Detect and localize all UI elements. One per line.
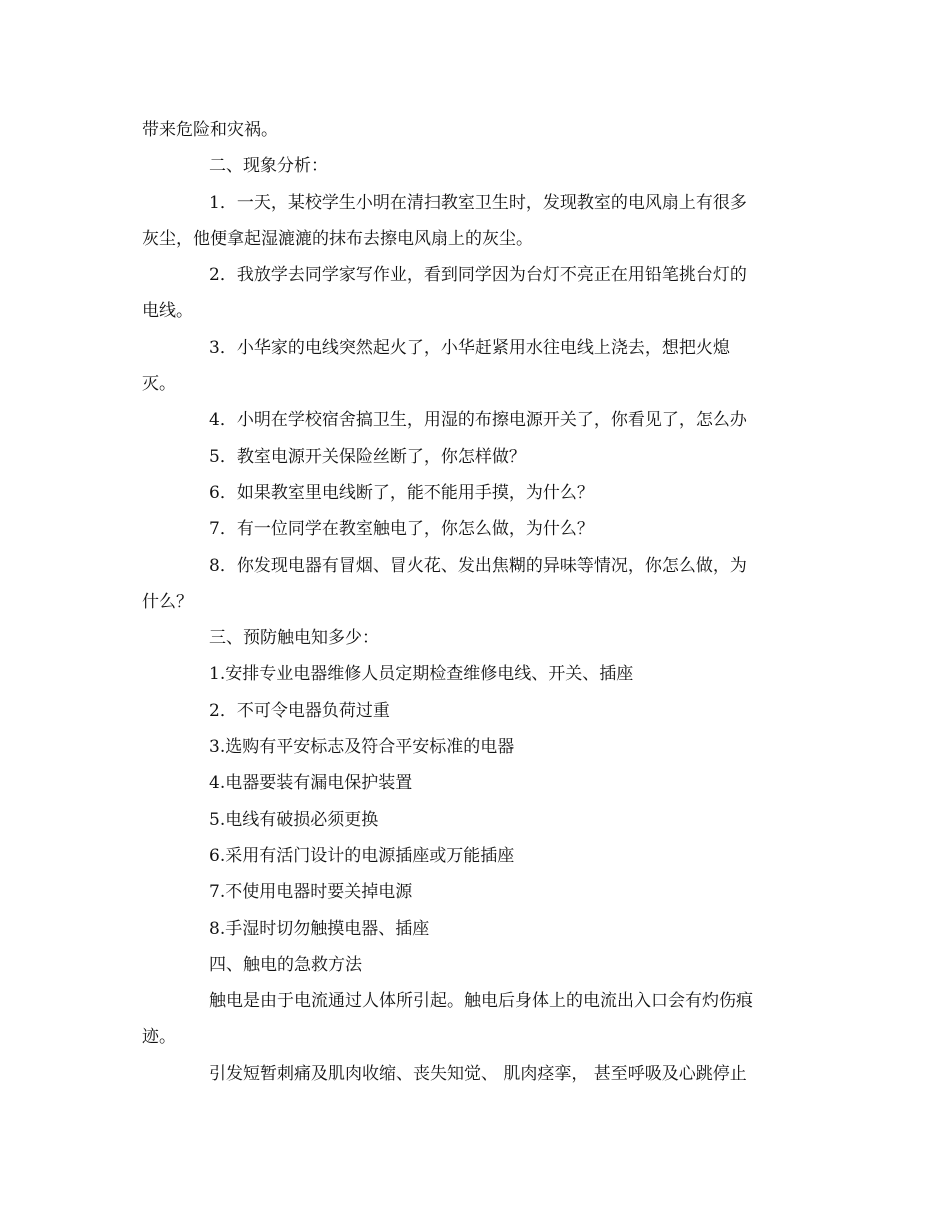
list-item: 6.采用有活门设计的电源插座或万能插座 bbox=[209, 845, 515, 866]
text-line: 带来危险和灾祸。 bbox=[142, 120, 278, 140]
list-item: 4.电器要装有漏电保护装置 bbox=[209, 773, 413, 794]
text-line: 5．教室电源开关保险丝断了，你怎样做？ bbox=[209, 446, 526, 467]
list-item: 5.电线有破损必须更换 bbox=[209, 809, 379, 830]
list-item: 2．不可令电器负荷过重 bbox=[209, 700, 390, 721]
text-line: 迹。 bbox=[142, 1027, 176, 1048]
text-line: 2．我放学去同学家写作业，看到同学因为台灯不亮正在用铅笔挑台灯的 bbox=[209, 265, 747, 286]
document-body bbox=[142, 112, 806, 1092]
text-line: 1．一天，某校学生小明在清扫教室卫生时，发现教室的电风扇上有很多 bbox=[209, 192, 747, 213]
text-line: 4．小明在学校宿舍搞卫生，用湿的布擦电源开关了，你看见了，怎么办 bbox=[209, 410, 747, 431]
list-item: 7.不使用电器时要关掉电源 bbox=[209, 882, 413, 903]
text-line: 引发短暂刺痛及肌肉收缩、丧失知觉、 肌肉痉挛， 甚至呼吸及心跳停止 bbox=[209, 1063, 747, 1084]
text-line: 什么？ bbox=[142, 591, 193, 612]
section-heading: 四、触电的急救方法 bbox=[209, 954, 362, 975]
section-heading: 三、预防触电知多少： bbox=[209, 628, 379, 649]
text-line: 灭。 bbox=[142, 374, 176, 395]
text-line: 触电是由于电流通过人体所引起。触电后身体上的电流出入口会有灼伤痕 bbox=[209, 991, 753, 1012]
list-item: 1.安排专业电器维修人员定期检查维修电线、开关、插座 bbox=[209, 664, 634, 685]
text-line: 6．如果教室里电线断了，能不能用手摸，为什么？ bbox=[209, 482, 594, 503]
section-heading: 二、现象分析： bbox=[209, 156, 328, 177]
list-item: 8.手湿时切勿触摸电器、插座 bbox=[209, 918, 430, 939]
text-line: 7．有一位同学在教室触电了，你怎么做，为什么？ bbox=[209, 519, 594, 540]
text-line: 电线。 bbox=[142, 301, 193, 322]
text-line: 灰尘，他便拿起湿漉漉的抹布去擦电风扇上的灰尘。 bbox=[142, 228, 533, 249]
text-line: 8．你发现电器有冒烟、冒火花、发出焦糊的异味等情况，你怎么做，为 bbox=[209, 555, 747, 576]
text-line: 3．小华家的电线突然起火了，小华赶紧用水往电线上浇去，想把火熄 bbox=[209, 337, 730, 358]
list-item: 3.选购有平安标志及符合平安标准的电器 bbox=[209, 737, 515, 758]
